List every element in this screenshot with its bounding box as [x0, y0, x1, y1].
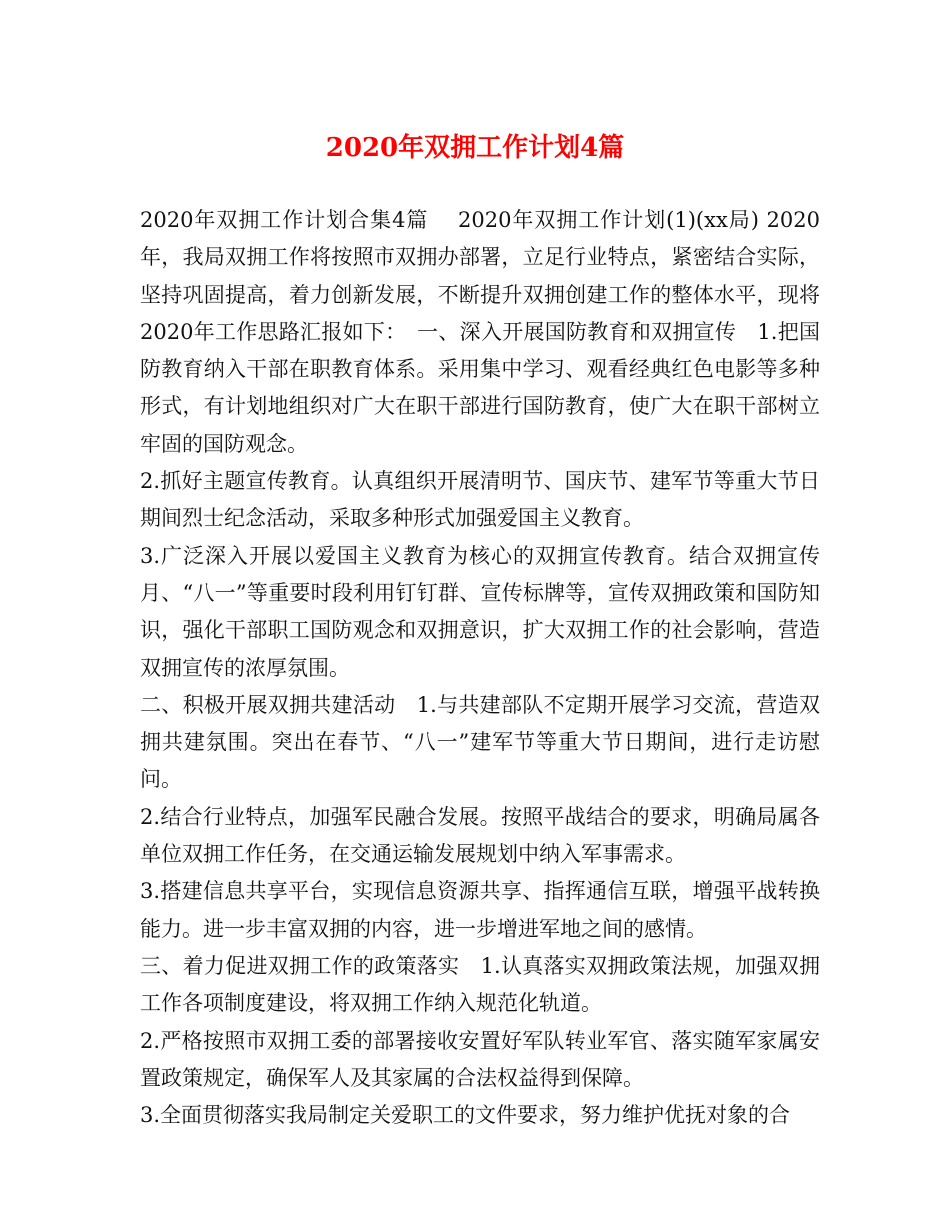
paragraph-section-2: 二、积极开展双拥共建活动 1.与共建部队不定期开展学习交流，营造双拥共建氛围。突出在春节、“八一”建军节等重大节日期间，进行走访慰问。	[140, 692, 820, 792]
document-title: 2020年双拥工作计划4篇	[325, 133, 625, 163]
paragraph-1-2: 2.抓好主题宣传教育。认真组织开展清明节、国庆节、建军节等重大节日期间烈士纪念活动，采取多种形式加强爱国主义教育。	[140, 469, 820, 531]
paragraph-3-3: 3.全面贯彻落实我局制定关爱职工的文件要求，努力维护优抚对象的合	[140, 1103, 791, 1128]
paragraph-3-2: 2.严格按照市双拥工委的部署接收安置好军队转业军官、落实随军家属安置政策规定，确保军人及其家属的合法权益得到保障。	[140, 1028, 820, 1090]
paragraph-1-3: 3.广泛深入开展以爱国主义教育为核心的双拥宣传教育。结合双拥宣传月、“八一”等重要时段利用钉钉群、宣传标牌等，宣传双拥政策和国防知识，强化干部职工国防观念和双拥意识，扩大双拥工作的社会影响，营造双拥宣传的浓厚氛围。	[140, 543, 820, 680]
document-body	[140, 202, 820, 1134]
paragraph-2-2: 2.结合行业特点，加强军民融合发展。按照平战结合的要求，明确局属各单位双拥工作任务，在交通运输发展规划中纳入军事需求。	[140, 804, 820, 867]
paragraph-section-3: 三、着力促进双拥工作的政策落实 1.认真落实双拥政策法规，加强双拥工作各项制度建设，将双拥工作纳入规范化轨道。	[140, 953, 820, 1016]
paragraph-2-3: 3.搭建信息共享平台，实现信息资源共享、指挥通信互联，增强平战转换能力。进一步丰富双拥的内容，进一步增进军地之间的感情。	[140, 879, 820, 941]
paragraph-intro: 2020年双拥工作计划合集4篇 2020年双拥工作计划(1)(xx局) 2020年，我局双拥工作将按照市双拥办部署，立足行业特点，紧密结合实际，坚持巩固提高，着力创新发展，不断提升双拥创建工作的整体水平，现将2020年工作思路汇报如下： 一、深入开展国防教育和双拥宣传 1.把国防教育纳入干部在职教育体系。采用集中学习、观看经典红色电影等多种形式，有计划地组织对广大在职干部进行国防教育，使广大在职干部树立牢固的国防观念。	[140, 208, 820, 456]
